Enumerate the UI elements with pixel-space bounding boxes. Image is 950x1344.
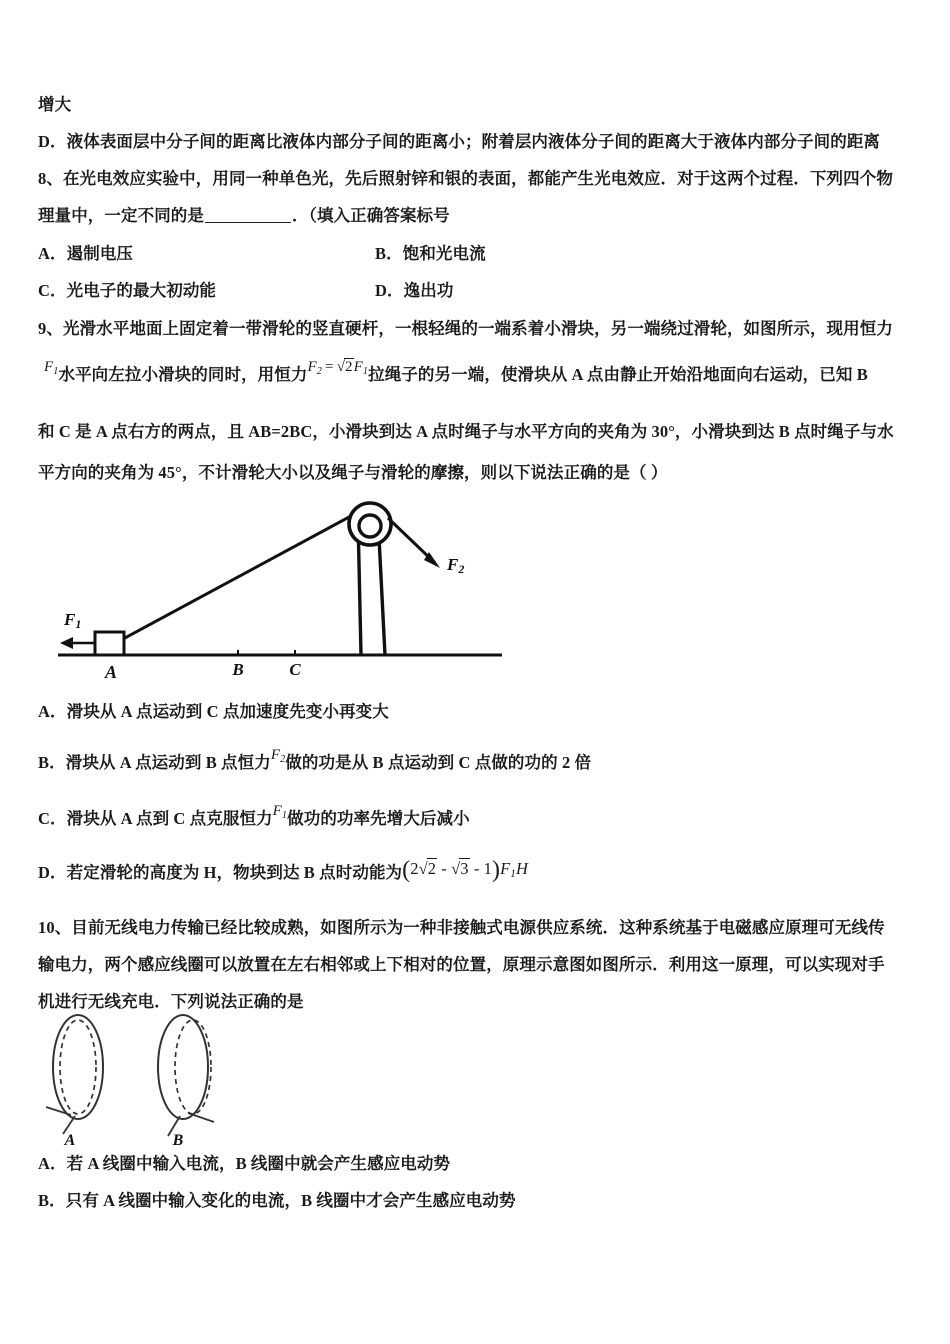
pulley-rod-block-figure [40,500,520,695]
question8-option-a-text: 遏制电压 [66,244,134,263]
label-point-b: B [232,660,244,679]
question8-option-b[interactable] [375,243,486,265]
question9-stem-line2 [44,359,868,392]
question10-option-a-text: 若 A 线圈中输入电流，B 线圈中就会产生感应电动势 [66,1154,451,1173]
force-symbol-f1-inline: $F_1$ [44,359,59,377]
question8-option-a-label: A． [38,244,67,263]
answer-blank[interactable] [205,222,291,223]
label-force-f1: F1 [64,610,82,631]
question9-stem-line2-b: 拉绳子的另一端，使滑块从 A 点由静止开始沿地面向右运动，已知 B [368,365,868,384]
question8-stem-line2 [38,205,450,227]
question9-option-c-label: C． [38,809,67,828]
question8-option-c-text: 光电子的最大初动能 [66,281,217,300]
question9-stem-line4: 平方向的夹角为 45°，不计滑轮大小以及绳子与滑轮的摩擦，则以下说法正确的是（ ） [38,463,668,482]
question10-option-b-label: B． [38,1191,66,1210]
question8-option-b-text: 饱和光电流 [402,244,486,263]
question8-option-b-label: B． [375,244,403,263]
question10-option-a[interactable] [38,1153,450,1175]
pulley-figure-svg [40,500,520,695]
question8-option-a[interactable] [38,243,133,265]
pulley-inner-circle [359,515,381,537]
question9-stem-line3: 和 C 是 A 点右方的两点，且 AB=2BC，小滑块到达 A 点时绳子与水平方向的夹角为 30°，小滑块到达 B 点时绳子与水 [38,422,894,441]
f1-arrowhead [60,637,73,649]
question8-option-d-label: D． [375,281,404,300]
coil-a-label: A [64,1132,76,1147]
question9-option-d-label: D． [38,863,67,882]
question8-option-c[interactable] [38,280,216,302]
force-relation-formula: $F_2 = √2F_1$ [307,359,369,377]
question9-option-a-text: 滑块从 A 点运动到 C 点加速度先变小再变大 [66,702,389,721]
question10-option-b[interactable] [38,1190,516,1212]
induction-coils-figure [38,1012,303,1147]
question8-stem-line2-before: 理量中，一定不同的是 [38,206,204,225]
question10-option-a-label: A． [38,1154,67,1173]
question9-stem-line2-a: 水平向左拉小滑块的同时，用恒力 [58,365,308,384]
option-c-formula-f1: $F_1$ [272,803,288,821]
question8-option-d[interactable] [375,280,453,302]
question9-option-c[interactable] [38,803,470,836]
question10-option-b-text: 只有 A 线圈中输入变化的电流，B 线圈中才会产生感应电动势 [65,1191,516,1210]
question9-stem-line1: 9、光滑水平地面上固定着一带滑轮的竖直硬杆，一根轻绳的一端系着小滑块，另一端绕过滑轮，如图所示，现用恒力 [38,319,893,338]
question8-option-d-text: 逸出功 [403,281,454,300]
question10-stem-line3: 机进行无线充电．下列说法正确的是 [38,992,304,1011]
question9-option-c-text-after: 做功的功率先增大后减小 [287,809,470,828]
question9-option-d[interactable] [38,857,529,889]
continued-text: 增大 [38,95,72,114]
q7-option-d: D．液体表面层中分子间的距离比液体内部分子间的距离小；附着层内液体分子间的距离大于液体内部分子间的距离 [38,132,881,151]
question9-option-b-text-after: 做的功是从 B 点运动到 C 点做的功的 2 倍 [285,753,592,772]
question9-option-a[interactable] [38,701,389,723]
question10-stem-line2: 输电力，两个感应线圈可以放置在左右相邻或上下相对的位置，原理示意图如图所示．利用这一原理，可以实现对手 [38,955,885,974]
coil-b-label: B [172,1132,184,1147]
coils-figure-svg [38,1012,303,1147]
question10-stem-line1: 10、目前无线电力传输已经比较成熟，如图所示为一种非接触式电源供应系统．这种系统基于电磁感应原理可无线传 [38,918,885,937]
slider-block [95,632,124,655]
question9-option-b-label: B． [38,753,66,772]
question9-option-a-label: A． [38,702,67,721]
rope-block-to-pulley [123,516,351,639]
question9-option-b-text-before: 滑块从 A 点运动到 B 点恒力 [65,753,271,772]
question9-option-b[interactable] [38,747,592,780]
question8-stem-line2-after: ．（填入正确答案标号 [292,206,450,225]
coil-b-outer-ellipse [158,1015,208,1119]
label-point-c: C [289,660,301,679]
question9-option-d-text-before: 若定滑轮的高度为 H，物块到达 B 点时动能为 [66,863,403,882]
label-point-a: A [104,662,118,682]
coil-b-lead-right [188,1113,214,1122]
option-d-formula: $(2√2 - √3 - 1)F_1H$ [402,857,529,884]
question8-stem-line1: 8、在光电效应实验中，用同一种单色光，先后照射锌和银的表面，都能产生光电效应．对于这两个过程．下列四个物 [38,169,893,188]
question9-option-c-text-before: 滑块从 A 点到 C 点克服恒力 [66,809,273,828]
question8-option-c-label: C． [38,281,67,300]
label-force-f2: F2 [447,555,465,576]
option-b-formula-f2: $F_2$ [270,747,286,765]
